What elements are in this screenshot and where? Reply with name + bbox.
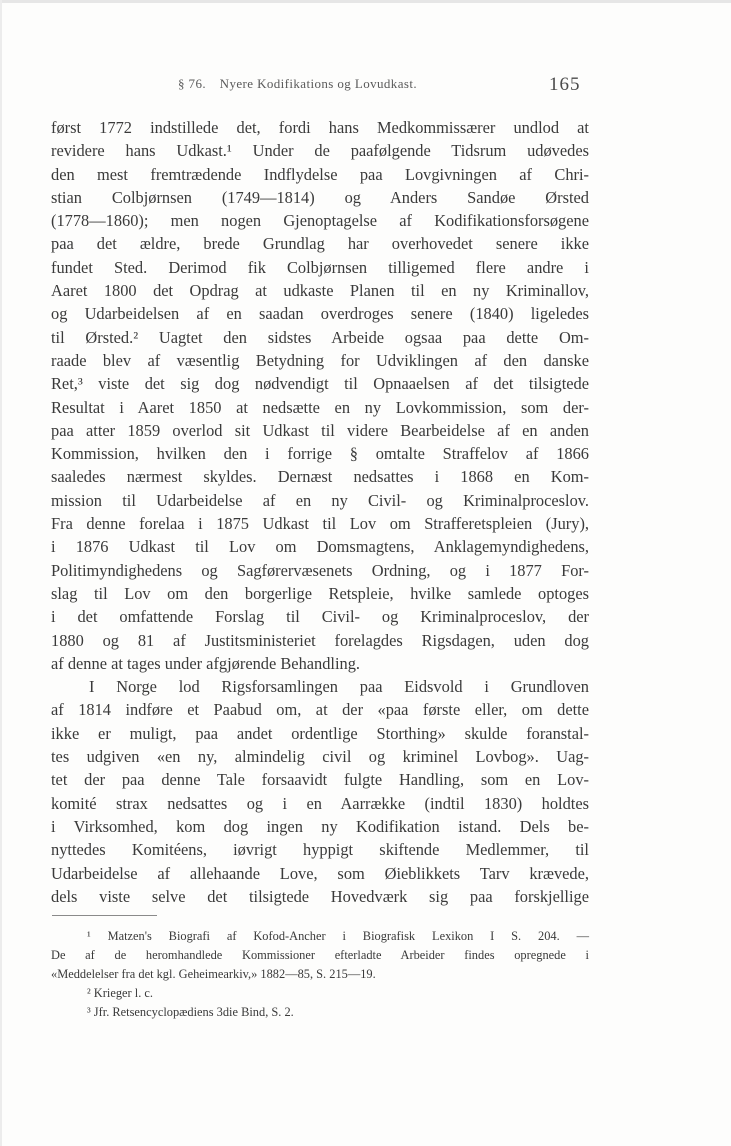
text-line: af 1814 indføre et Paabud om, at der «paa første eller, om dette (51, 700, 589, 720)
text-line: stian Colbjørnsen (1749—1814) og Anders Sandøe Ørsted (51, 187, 589, 207)
text-line: 1880 og 81 af Justitsministeriet forelagdes Rigsdagen, uden dog (51, 630, 589, 650)
text-line: komité strax nedsattes og i en Aarrække (indtil 1830) holdtes (51, 793, 589, 813)
text-line: I Norge lod Rigsforsamlingen paa Eidsvold i Grundloven (89, 677, 589, 697)
text-line: (1778—1860); men nogen Gjenoptagelse af Kodifikationsforsøgene (51, 211, 589, 231)
main-text (51, 116, 589, 908)
text-line: tet der paa denne Tale forsaavidt fulgte Handling, som en Lov- (51, 770, 589, 790)
footnotes (51, 927, 589, 1022)
text-line: den mest fremtrædende Indflydelse paa Lovgivningen af Chri- (51, 164, 589, 184)
scan-edge-left (0, 0, 2, 1146)
running-header (178, 76, 598, 92)
text-line: Fra denne forelaa i 1875 Udkast til Lov om Strafferetspleien (Jury), (51, 514, 589, 534)
text-line: slag til Lov om den borgerlige Retspleie, hvilke samlede optoges (51, 583, 589, 603)
text-line: af denne at tages under afgjørende Behandling. (51, 653, 361, 673)
text-line: og Udarbeidelsen af en saadan overdroges senere (1840) ligeledes (51, 304, 589, 324)
section-number: § 76. (178, 76, 206, 91)
footnote-line: ¹ Matzen's Biografi af Kofod-Ancher i Biografisk Lexikon I S. 204. — (87, 929, 589, 943)
text-line: saaledes nærmest skyldes. Dernæst nedsattes i 1868 en Kom- (51, 467, 589, 487)
text-line: Ret,³ viste det sig dog nødvendigt til Opnaaelsen af det tilsigtede (51, 374, 589, 394)
text-line: raade blev af væsentlig Betydning for Udviklingen af den danske (51, 350, 589, 370)
text-line: ikke er muligt, paa andet ordentlige Storthing» skulde foranstal- (51, 723, 589, 743)
text-line: revidere hans Udkast.¹ Under de paafølgende Tidsrum udøvedes (51, 141, 589, 161)
text-line: til Ørsted.² Uagtet den sidstes Arbeide ogsaa paa dette Om- (51, 327, 589, 347)
text-line: paa det ældre, brede Grundlag har overhovedet senere ikke (51, 234, 589, 254)
text-line: Resultat i Aaret 1850 at nedsætte en ny Lovkommission, som der- (51, 397, 589, 417)
footnote-line: «Meddelelser fra det kgl. Geheimearkiv,» 1882—85, S. 215—19. (51, 967, 376, 981)
text-line: mission til Udarbeidelse af en ny Civil- og Kriminalproceslov. (51, 490, 589, 510)
page-number: 165 (549, 74, 581, 95)
running-title: Nyere Kodifikations og Lovudkast. (219, 76, 417, 91)
footnote-line: ² Krieger l. c. (87, 986, 153, 1000)
text-line: Udarbeidelse af allehaande Love, som Øieblikkets Tarv krævede, (51, 863, 589, 883)
footnote-line: De af de heromhandlede Kommissioner efterladte Arbeider findes opregnede i (51, 948, 589, 962)
text-line: Kommission, hvilken den i forrige § omtalte Straffelov af 1866 (51, 444, 589, 464)
text-line: dels viste selve det tilsigtede Hovedværk sig paa forskjellige (51, 886, 589, 906)
text-line: fundet Sted. Derimod fik Colbjørnsen tilligemed flere andre i (51, 257, 589, 277)
text-line: først 1772 indstillede det, fordi hans Medkommissærer undlod at (51, 118, 589, 137)
text-line: i det omfattende Forslag til Civil- og Kriminalproceslov, der (51, 607, 589, 627)
text-line: tes udgiven «en ny, almindelig civil og kriminel Lovbog». Uag- (51, 747, 589, 767)
scan-edge-top (0, 0, 731, 3)
footnote-divider (52, 915, 157, 916)
text-line: Aaret 1800 det Opdrag at udkaste Planen til en ny Kriminallov, (51, 281, 589, 301)
text-line: nyttedes Komitéens, iøvrigt hyppigt skiftende Medlemmer, til (51, 840, 589, 860)
text-line: i Virksomhed, kom dog ingen ny Kodifikation istand. Dels be- (51, 816, 589, 836)
text-line: Politimyndighedens og Sagførervæsenets Ordning, og i 1877 For- (51, 560, 589, 580)
footnote-line: ³ Jfr. Retsencyclopædiens 3die Bind, S. 2. (87, 1005, 294, 1019)
text-line: paa atter 1859 overlod sit Udkast til videre Bearbeidelse af en anden (51, 420, 589, 440)
text-line: i 1876 Udkast til Lov om Domsmagtens, Anklagemyndighedens, (51, 537, 589, 557)
